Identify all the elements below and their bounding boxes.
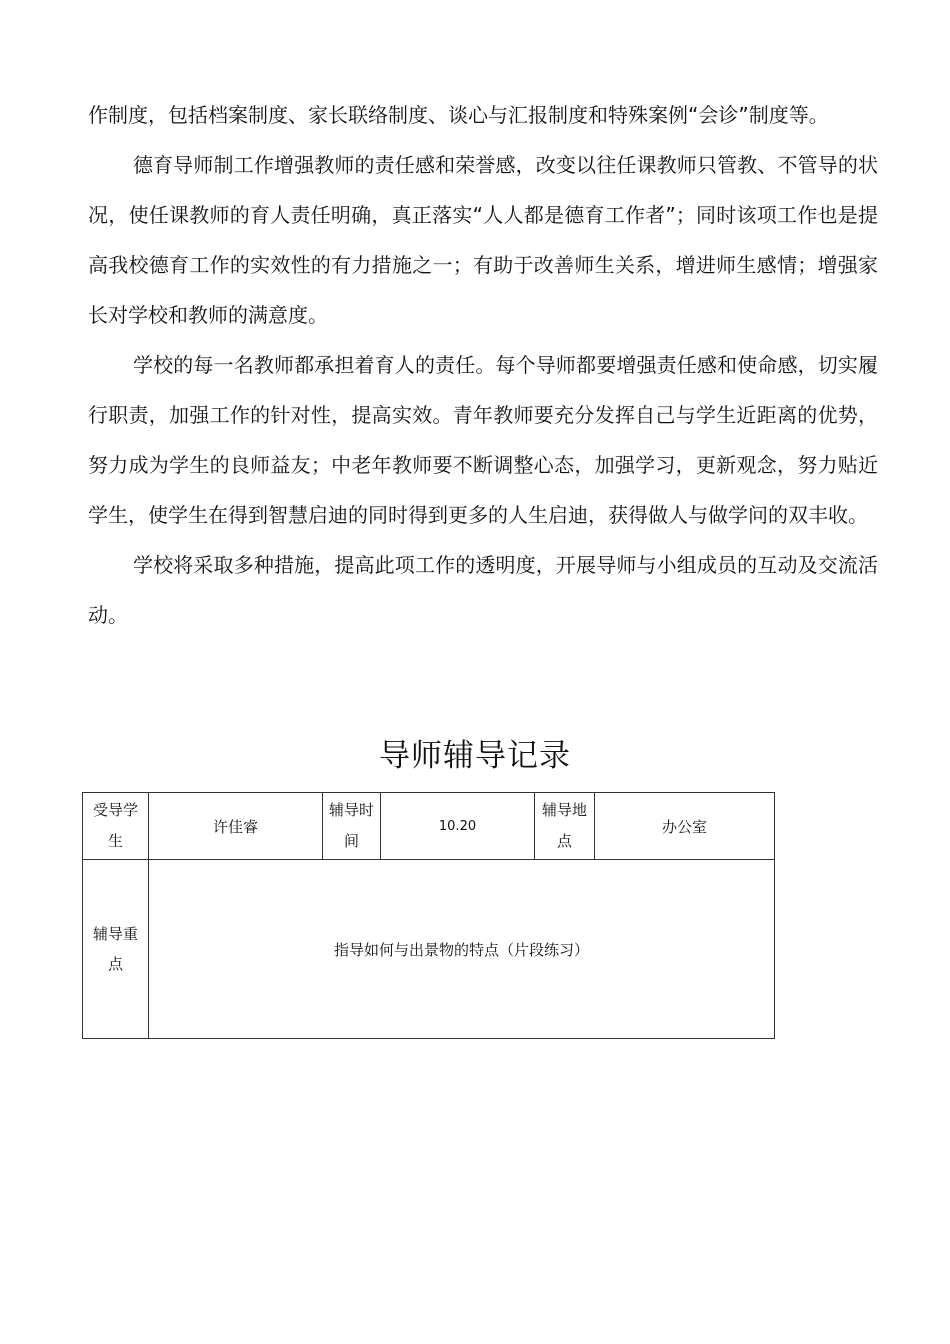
place-value: 办公室 xyxy=(595,793,775,860)
paragraph-continuation: 作制度，包括档案制度、家长联络制度、谈心与汇报制度和特殊案例“会诊”制度等。 xyxy=(88,103,829,127)
record-title: 导师辅导记录 xyxy=(379,738,571,774)
paragraph-teachers: 学校的每一名教师都承担着育人的责任。每个导师都要增强责任感和使命感，切实履行职责，加强工作的针对性，提高实效。青年教师要充分发挥自己与学生近距离的优势，努力成为学生的良师益友；中老年教师要不断调整心态，加强学习，更新观念，努力贴近学生，使学生在得到智慧启迪的同时得到更多的人生启迪，获得做人与做学问的双丰收。 xyxy=(88,353,878,527)
time-label: 辅导时间 xyxy=(323,793,381,860)
tutoring-record-table xyxy=(82,792,775,1039)
paragraph-responsibility: 德育导师制工作增强教师的责任感和荣誉感，改变以往任课教师只管教、不管导的状况，使任课教师的育人责任明确，真正落实“人人都是德育工作者”；同时该项工作也是提高我校德育工作的实效性的有力措施之一；有助于改善师生关系，增进师生感情；增强家长对学校和教师的满意度。 xyxy=(88,153,878,327)
table-row xyxy=(83,860,775,1039)
table-row xyxy=(83,793,775,860)
place-label: 辅导地点 xyxy=(535,793,595,860)
student-label: 受导学生 xyxy=(83,793,149,860)
focus-label: 辅导重点 xyxy=(83,860,149,1039)
paragraph-measures: 学校将采取多种措施，提高此项工作的透明度，开展导师与小组成员的互动及交流活动。 xyxy=(88,553,878,627)
student-name: 许佳睿 xyxy=(149,793,323,860)
time-value: 10.20 xyxy=(381,793,535,860)
focus-value: 指导如何与出景物的特点（片段练习） xyxy=(149,860,775,1039)
body-text xyxy=(88,90,878,640)
